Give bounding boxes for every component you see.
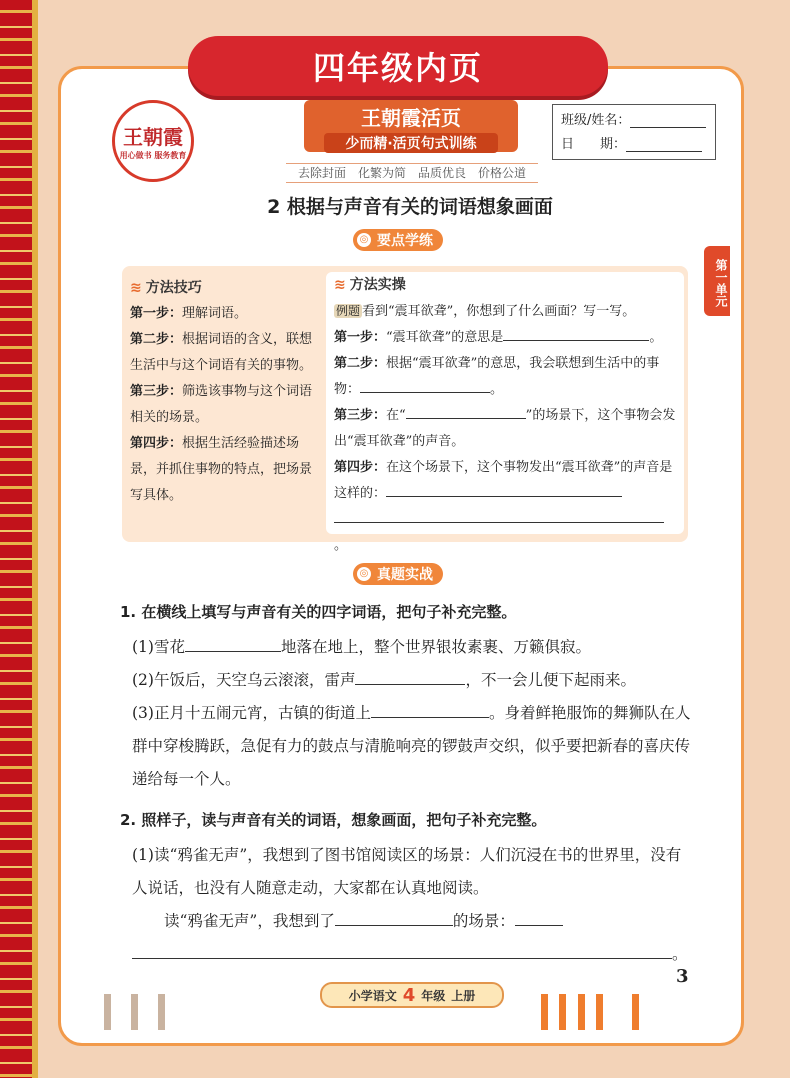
decor-bar <box>596 994 603 1030</box>
decor-bar <box>131 994 138 1030</box>
answer-blank[interactable] <box>406 404 526 419</box>
brand-title: 王朝霞活页 <box>361 106 461 130</box>
example-tag: 例题 <box>336 304 361 318</box>
class-name-label: 班级/姓名： <box>561 113 631 128</box>
decor-bar <box>632 994 639 1030</box>
answer-blank[interactable] <box>371 703 489 718</box>
section-label: 真题实战 <box>377 567 433 583</box>
method-practice <box>326 272 684 553</box>
decorative-stripe <box>0 0 38 1078</box>
answer-blank[interactable] <box>515 911 563 926</box>
answer-blank[interactable] <box>132 944 672 959</box>
publisher-logo <box>112 100 194 182</box>
question-2-2: 读“鸦雀无声”，我想到了 的场景： <box>120 905 696 938</box>
student-info-box <box>552 104 716 160</box>
practice-step-3: 第三步：在“ ”的场景下，这个事物会发出“震耳欲聋”的声音。 <box>334 403 676 455</box>
decor-bar <box>541 994 548 1030</box>
answer-blank[interactable] <box>355 670 465 685</box>
tip-step: 第四步：根据生活经验描述场景，并抓住事物的特点，把场景写具体。 <box>130 436 313 503</box>
date-label: 日 期： <box>561 137 627 152</box>
brand-block <box>304 100 518 152</box>
decor-bar <box>559 994 566 1030</box>
tip-step: 第三步：筛选该事物与这个词语相关的场景。 <box>130 384 313 425</box>
practice-step-4-cont: 。 <box>334 507 676 559</box>
method-tips <box>130 275 320 509</box>
answer-blank[interactable] <box>335 911 453 926</box>
decor-bar <box>578 994 585 1030</box>
practice-step-1: 第一步：“震耳欲聋”的意思是 。 <box>334 325 676 351</box>
answer-blank[interactable] <box>360 378 490 393</box>
footer-label <box>320 982 504 1008</box>
footer-grade: 4 <box>402 984 416 1006</box>
question-2-1: (1)读“鸦雀无声”，我想到了图书馆阅读区的场景：人们沉浸在书的世界里，没有人说话，也没有人随意走动，大家都在认真地阅读。 <box>132 846 682 897</box>
grade-banner: 四年级内页 <box>188 36 608 96</box>
example-line: 例题 看到“震耳欲聋”，你想到了什么画面？写一写。 <box>336 304 636 319</box>
question-2-heading: 2. 照样子，读与声音有关的词语，想象画面，把句子补充完整。 <box>120 811 547 829</box>
brand-subtitle: 少而精·活页句式训练 <box>324 133 498 153</box>
question-1-2: (2)午饭后，天空乌云滚滚，雷声 ，不一会儿便下起雨来。 <box>132 671 636 689</box>
questions-area <box>120 596 696 971</box>
footer-volume: 上册 <box>451 988 476 1003</box>
unit-tab: 第一单元 <box>704 246 730 316</box>
slogan: 去除封面 化繁为简 品质优良 价格公道 <box>286 163 538 183</box>
question-1-heading: 1. 在横线上填写与声音有关的四字词语，把句子补充完整。 <box>120 603 517 621</box>
wave-icon: ≋ <box>334 277 346 293</box>
date-field[interactable] <box>626 137 702 152</box>
section-pill-real-practice <box>353 563 443 585</box>
answer-blank[interactable] <box>334 508 664 523</box>
tip-step: 第一步：理解词语。 <box>130 306 248 321</box>
footer-subject: 小学语文 <box>348 988 397 1003</box>
method-tips-heading: ≋ 方法技巧 <box>130 280 202 296</box>
question-1-3: (3)正月十五闹元宵，古镇的街道上 。身着鲜艳服饰的舞狮队在人群中穿梭腾跃，急促有力的鼓点与清脆响亮的锣鼓声交织，似乎要把新春的喜庆传递给每一个人。 <box>132 704 691 788</box>
page-number: 3 <box>676 966 689 987</box>
question-2-2-cont: 。 <box>120 938 696 971</box>
tip-step: 第二步：根据词语的含义，联想生活中与这个词语有关的事物。 <box>130 332 313 373</box>
wave-icon: ≋ <box>130 280 142 296</box>
badge-icon: ◎ <box>357 567 371 581</box>
question-1-1: (1)雪花 地落在地上，整个世界银妆素裹、万籁俱寂。 <box>132 638 591 656</box>
answer-blank[interactable] <box>386 482 622 497</box>
practice-step-4: 第四步：在这个场景下，这个事物发出“震耳欲聋”的声音是这样的： <box>334 460 673 501</box>
class-name-field[interactable] <box>630 113 706 128</box>
decor-bar <box>104 994 111 1030</box>
method-practice-heading: ≋ 方法实操 <box>334 277 406 293</box>
section-pill-key-points <box>353 229 443 251</box>
badge-icon: ◎ <box>357 233 371 247</box>
logo-motto: 用心做书 服务教育 <box>119 150 187 160</box>
practice-step-2: 第二步：根据“震耳欲聋”的意思，我会联想到生活中的事物： 。 <box>334 356 660 397</box>
section-label: 要点学练 <box>377 233 433 249</box>
answer-blank[interactable] <box>185 637 281 652</box>
decor-bar <box>158 994 165 1030</box>
lesson-title: 2 根据与声音有关的词语想象画面 <box>267 196 553 218</box>
footer-grade-suffix: 年级 <box>421 988 446 1003</box>
logo-name: 王朝霞 <box>123 125 183 149</box>
answer-blank[interactable] <box>503 326 649 341</box>
